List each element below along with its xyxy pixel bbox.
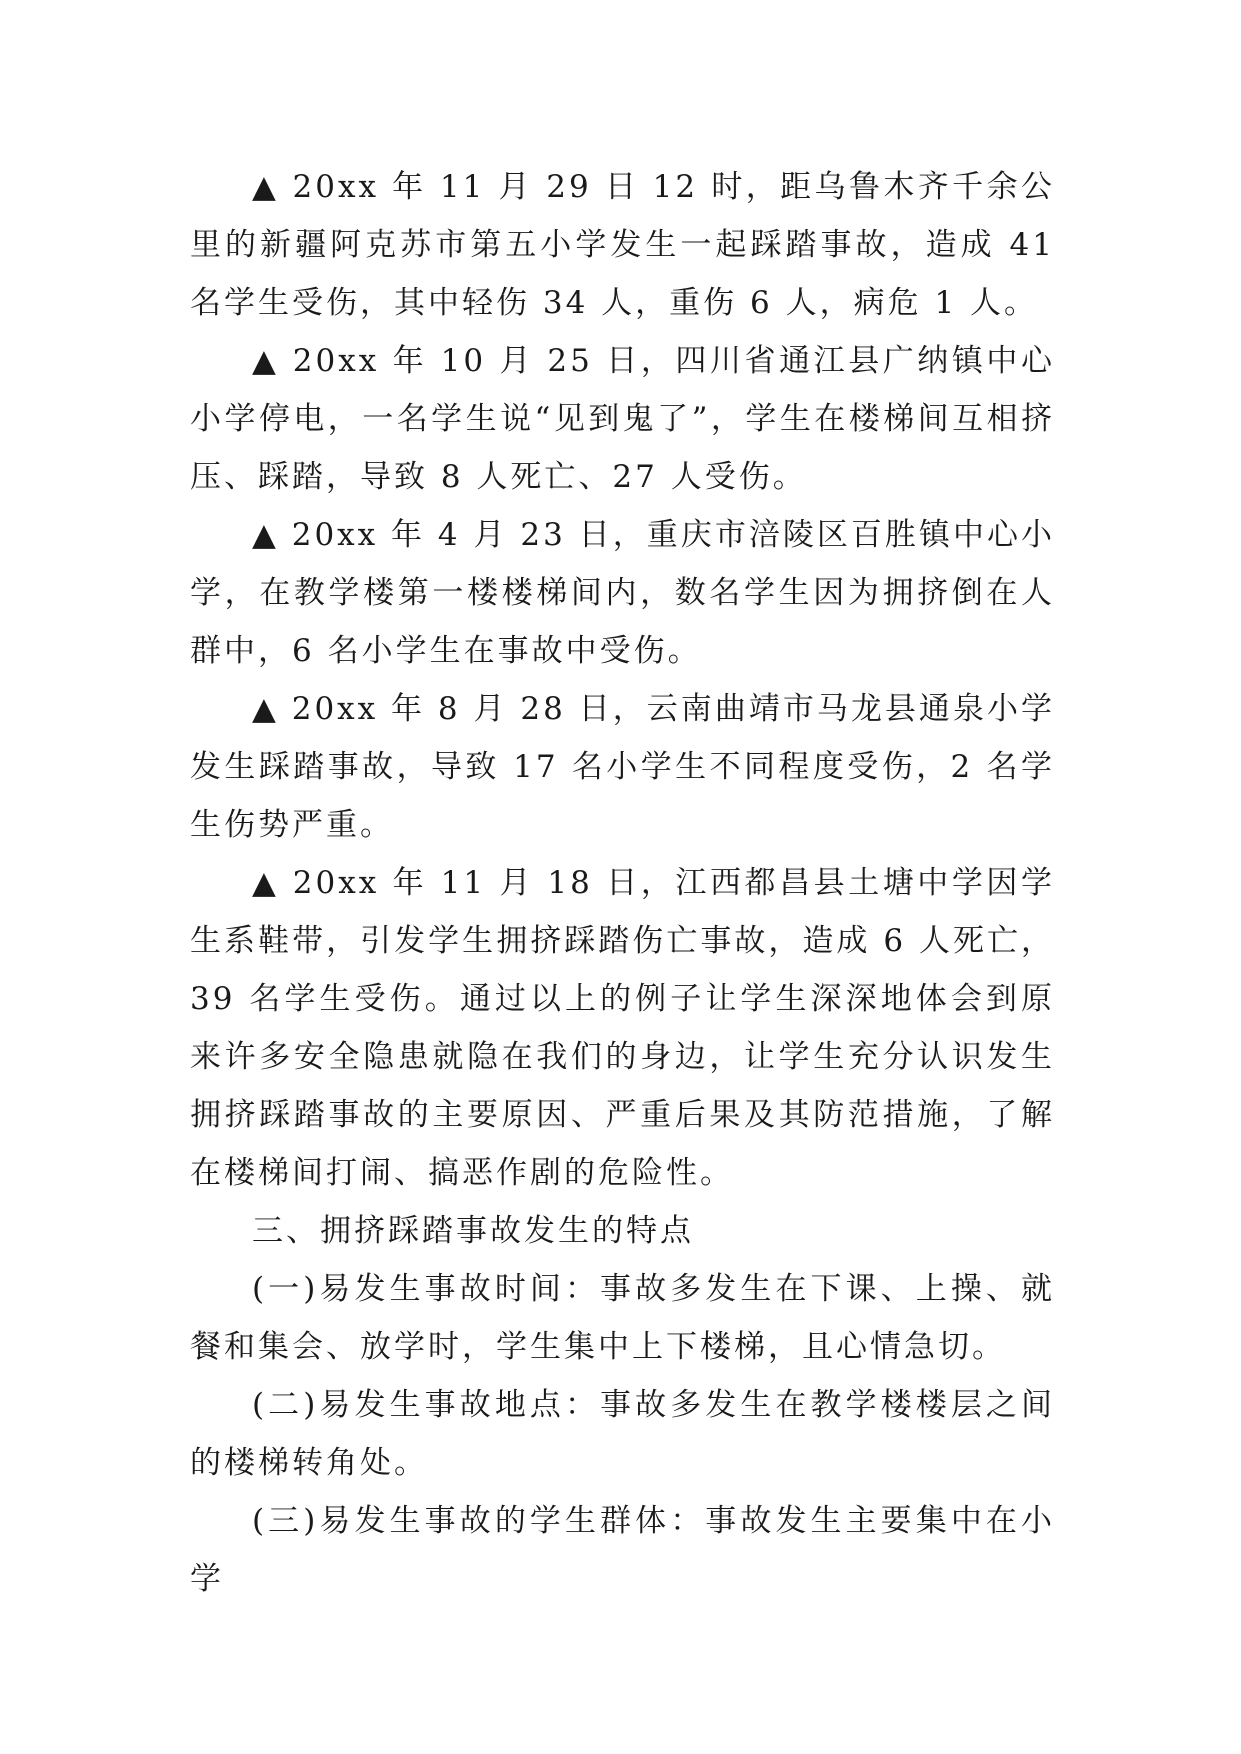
paragraph-time: (一)易发生事故时间：事故多发生在下课、上操、就餐和集会、放学时，学生集中上下楼梯，且心情急切。: [190, 1271, 1055, 1365]
document-body: [190, 158, 1055, 1608]
paragraph-incident-xinjiang: ▲ 20xx 年 11 月 29 日 12 时，距乌鲁木齐千余公里的新疆阿克苏市第五小学发生一起踩踏事故，造成 41 名学生受伤，其中轻伤 34 人，重伤 6 人，病危 1 人。: [190, 169, 1055, 321]
paragraph-incident-chongqing: ▲ 20xx 年 4 月 23 日，重庆市涪陵区百胜镇中心小学，在教学楼第一楼楼梯间内，数名学生因为拥挤倒在人群中，6 名小学生在事故中受伤。: [190, 517, 1055, 669]
paragraph-incident-yunnan: ▲ 20xx 年 8 月 28 日，云南曲靖市马龙县通泉小学发生踩踏事故，导致 17 名小学生不同程度受伤，2 名学生伤势严重。: [190, 691, 1055, 843]
paragraph-location: (二)易发生事故地点：事故多发生在教学楼楼层之间的楼梯转角处。: [190, 1387, 1055, 1481]
paragraph-incident-jiangxi: ▲ 20xx 年 11 月 18 日，江西都昌县土塘中学因学生系鞋带，引发学生拥挤踩踏伤亡事故，造成 6 人死亡，39 名学生受伤。通过以上的例子让学生深深地体会到原来许多安全隐患就隐在我们的身边，让学生充分认识发生拥挤踩踏事故的主要原因、严重后果及其防范措施，了解在楼梯间打闹、搞恶作剧的危险性。: [190, 865, 1055, 1191]
paragraph-student-group: (三)易发生事故的学生群体：事故发生主要集中在小学: [190, 1503, 1055, 1597]
paragraph-incident-sichuan: ▲ 20xx 年 10 月 25 日，四川省通江县广纳镇中心小学停电，一名学生说“见到鬼了”，学生在楼梯间互相挤压、踩踏，导致 8 人死亡、27 人受伤。: [190, 343, 1055, 495]
section-heading-characteristics: 三、拥挤踩踏事故发生的特点: [252, 1213, 694, 1249]
